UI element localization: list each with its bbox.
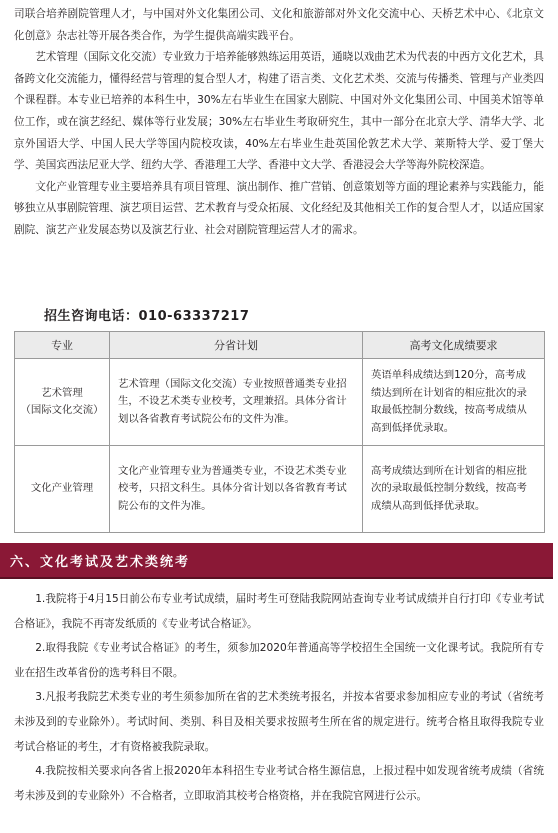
intro-text xyxy=(14,4,544,242)
major-name: 艺术管理 xyxy=(41,386,83,399)
table-cell-major xyxy=(15,359,110,446)
section-header-bar xyxy=(0,543,553,579)
section-title: 六、文化考试及艺术类统考 xyxy=(10,555,191,570)
table-cell-major xyxy=(15,446,110,533)
table-header-requirement: 高考文化成绩要求 xyxy=(363,332,545,359)
table-cell-plan: 文化产业管理专业为普通类专业，不设艺术类专业校考，只招文科生。具体分省计划以各省教育考试院公布的文件为准。 xyxy=(110,446,363,533)
table-cell-requirement: 高考成绩达到所在计划省的相应批次的录取最低控制分数线，按高考成绩从高到低择优录取。 xyxy=(363,446,545,533)
table-header-major: 专业 xyxy=(15,332,110,359)
intro-paragraph-cultural-industry: 文化产业管理专业主要培养具有项目管理、演出制作、推广营销、创意策划等方面的理论素养与实践能力，能够独立从事剧院管理、演艺项目运营、艺术教育与受众拓展、文化经纪及其他相关工作的复合型人才，以适应国家剧院、演艺产业发展态势以及演艺行业、社会对剧院管理运营人才的需求。 xyxy=(14,180,544,236)
section-item: 4.我院按相关要求向各省上报2020年本科招生专业考试合格生源信息，上报过程中如发现省统考成绩（省统考未涉及到的专业除外）不合格者，立即取消其校考合格资格，并在我院官网进行公示。 xyxy=(14,765,544,802)
section-item: 1.我院将于4月15日前公布专业考试成绩，届时考生可登陆我院网站查询专业考试成绩并自行打印《专业考试合格证》，我院不再寄发纸质的《专业考试合格证》。 xyxy=(14,593,544,630)
table-row xyxy=(15,359,545,446)
major-name: 文化产业管理 xyxy=(30,482,94,495)
major-direction: （国际文化交流） xyxy=(20,404,104,416)
admissions-plan-table xyxy=(14,331,545,533)
table-row xyxy=(15,446,545,533)
intro-paragraph-0: 司联合培养剧院管理人才，与中国对外文化集团公司、文化和旅游部对外文化交流中心、天桥艺术中心、《北京文化创意》杂志社等开展各类合作，为学生提供高端实践平台。 xyxy=(14,8,544,42)
table-cell-requirement: 英语单科成绩达到120分，高考成绩达到所在计划省的相应批次的录取最低控制分数线，按高考成绩从高到低择优录取。 xyxy=(363,359,545,446)
admissions-phone: 招生咨询电话：010-63337217 xyxy=(44,309,250,324)
table-cell-plan: 艺术管理（国际文化交流）专业按照普通类专业招生，不设艺术类专业校考，文理兼招。具体分省计划以各省教育考试院公布的文件为准。 xyxy=(110,359,363,446)
section-body xyxy=(14,587,544,808)
intro-paragraph-arts-management: 艺术管理（国际文化交流）专业致力于培养能够熟练运用英语，通晓以戏曲艺术为代表的中西方文化艺术，具备跨文化交流能力，懂得经营与管理的复合型人才，构建了语言类、文化艺术类、交流与传播类、管理与产业类四个课程群。本专业已培养的本科生中，30%左右毕业生在国家大剧院、中国对外文化集团公司、中国美术馆等单位工作，或在演艺经纪、媒体等行业发展；30%左右毕业生考取研究生，其中一部分在北京大学、清华大学、北京外国语大学、中国人民大学等国内院校攻读，40%左右毕业生赴英国伦敦艺术大学、莱斯特大学、爱丁堡大学、美国宾西法尼亚大学、纽约大学、香港理工大学、香港中文大学、香港浸会大学等海外院校深造。 xyxy=(14,51,544,172)
table-header-plan: 分省计划 xyxy=(110,332,363,359)
table-header-row xyxy=(15,332,545,359)
section-item: 2.取得我院《专业考试合格证》的考生，须参加2020年普通高等学校招生全国统一文化课考试。我院所有专业在招生改革省份的选考科目不限。 xyxy=(14,642,544,679)
section-item: 3.凡报考我院艺术类专业的考生须参加所在省的艺术类统考报名，并按本省要求参加相应专业的考试（省统考未涉及到的专业除外）。考试时间、类别、科目及相关要求按照考生所在省的规定进行。统考合格且取得我院专业考试合格证的考生，才有资格被我院录取。 xyxy=(14,691,544,753)
